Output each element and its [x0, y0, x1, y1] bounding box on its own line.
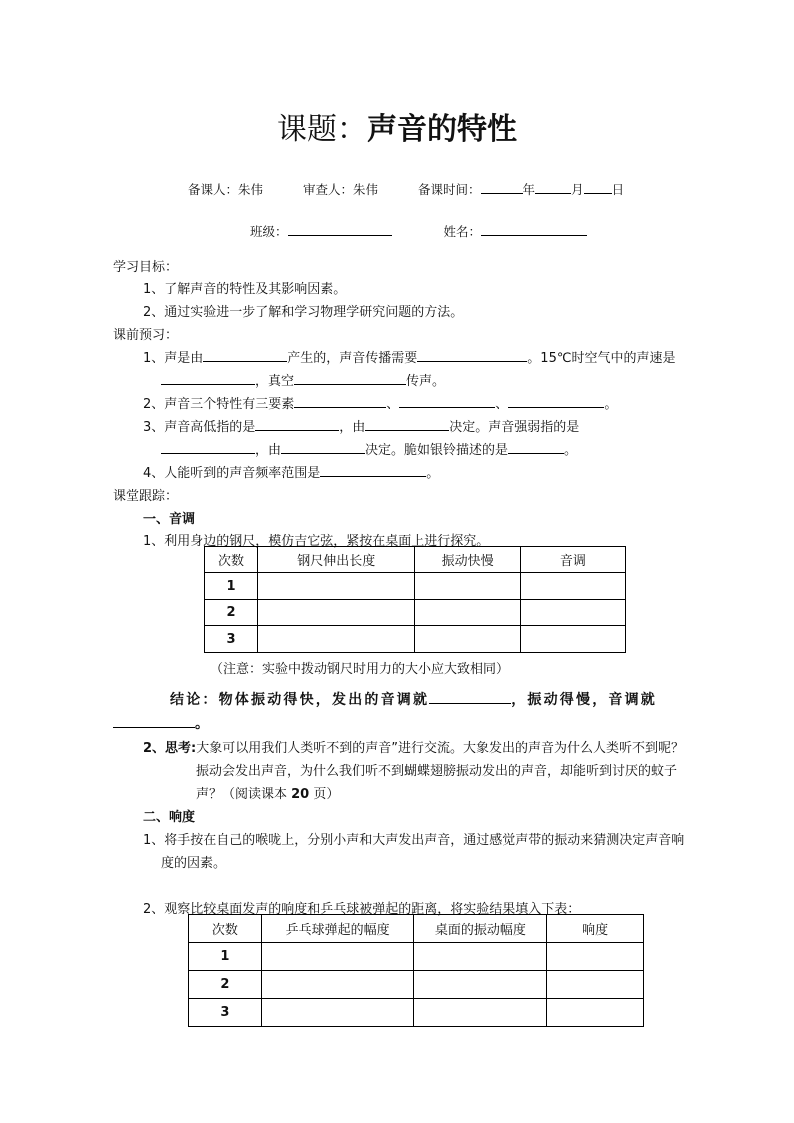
class-label: 班级：: [250, 224, 288, 239]
q3-end: 。: [564, 443, 578, 458]
table-header: 响度: [547, 915, 644, 943]
table-cell[interactable]: [520, 573, 625, 600]
table-cell[interactable]: [414, 943, 547, 971]
table-row: [189, 999, 644, 1027]
table-cell[interactable]: [258, 600, 415, 626]
conclusion-line2: [113, 713, 209, 733]
q3-blank-4[interactable]: [281, 440, 365, 454]
conclusion-text-a: 结论：物体振动得快，发出的音调就: [170, 692, 430, 708]
table-cell[interactable]: [547, 971, 644, 999]
table-cell[interactable]: [258, 626, 415, 653]
table-cell[interactable]: [547, 943, 644, 971]
reviewer-value: 朱伟: [353, 182, 379, 197]
classroom-heading: 课堂跟踪：: [113, 489, 179, 504]
table-cell[interactable]: [415, 573, 520, 600]
q1-blank-4[interactable]: [294, 371, 406, 385]
think-text-3c: 页）: [309, 787, 340, 802]
table-cell[interactable]: [415, 600, 520, 626]
think-label: 2、思考:: [143, 741, 197, 756]
table-row: [205, 573, 626, 600]
month-label: 月: [571, 182, 584, 197]
think-line1: [143, 737, 684, 756]
section-pitch-heading: 一、音调: [143, 512, 196, 527]
think-line3: [196, 783, 339, 802]
year-blank[interactable]: [481, 180, 523, 194]
preview-q3-line1: [143, 416, 579, 435]
table-header: 次数: [189, 915, 262, 943]
q4-text: 4、人能听到的声音频率范围是: [143, 466, 321, 481]
preparer-label: 备课人：: [188, 182, 239, 197]
table-row: [189, 943, 644, 971]
page-title: [0, 104, 794, 148]
q3-text-b: ，由: [339, 420, 366, 435]
q3-blank-2[interactable]: [365, 417, 449, 431]
q2-blank-2[interactable]: [399, 394, 495, 408]
preview-q4: [143, 462, 439, 481]
loudness-item-1-line1: 1、将手按在自己的喉咙上，分别小声和大声发出声音，通过感觉声带的振动来猜测决定声音响: [143, 833, 685, 848]
q1-text-e: 传声。: [406, 374, 446, 389]
q3-text-d: ，由: [255, 443, 282, 458]
table-cell[interactable]: [415, 626, 520, 653]
q2-sep-2: 、: [495, 397, 509, 412]
table-cell[interactable]: [258, 573, 415, 600]
conclusion-blank-2[interactable]: [113, 713, 195, 728]
q3-text-e: 决定。脆如银铃描述的是: [365, 443, 509, 458]
preview-heading: 课前预习：: [113, 328, 179, 343]
preview-q1-line1: [143, 347, 675, 366]
table-row: [189, 971, 644, 999]
loudness-item-1-line2: 度的因素。: [161, 856, 227, 871]
name-blank[interactable]: [481, 222, 587, 236]
conclusion-line1: [170, 689, 657, 709]
pitch-item-1: 1、利用身边的钢尺，模仿吉它弦，紧按在桌面上进行探究。: [143, 534, 490, 549]
q1-text-a: 1、声是由: [143, 351, 204, 366]
table-cell[interactable]: [261, 999, 414, 1027]
year-label: 年: [522, 182, 536, 197]
q4-blank[interactable]: [320, 463, 426, 477]
table-row: [205, 626, 626, 653]
table-cell[interactable]: [520, 626, 625, 653]
think-line2: 振动会发出声音，为什么我们听不到蝴蝶翅膀振动发出的声音，却能听到讨厌的蚊子: [196, 764, 678, 779]
table-cell[interactable]: [414, 999, 547, 1027]
row-number: 3: [189, 999, 262, 1027]
think-text-3a: 声？（阅读课本: [196, 787, 292, 802]
objective-item: 1、了解声音的特性及其影响因素。: [143, 282, 347, 297]
table-row: [205, 600, 626, 626]
meta-line: [188, 180, 624, 198]
objective-item: 2、通过实验进一步了解和学习物理学研究问题的方法。: [143, 305, 464, 320]
date-label: 备课时间：: [418, 182, 481, 197]
think-text-1: 大象可以用我们人类听不到的声音”进行交流。大象发出的声音为什么人类听不到呢？: [196, 741, 684, 756]
loudness-table: [188, 914, 644, 1027]
student-info: [250, 222, 587, 240]
reviewer-label: 审查人：: [303, 182, 354, 197]
table-header: 乒乓球弹起的幅度: [261, 915, 414, 943]
table-cell[interactable]: [547, 999, 644, 1027]
table-header: 桌面的振动幅度: [414, 915, 547, 943]
preparer-value: 朱伟: [238, 182, 264, 197]
row-number: 3: [205, 626, 258, 653]
conclusion-end: 。: [195, 716, 209, 732]
row-number: 1: [189, 943, 262, 971]
month-blank[interactable]: [535, 180, 571, 194]
q1-text-d: ，真空: [255, 374, 295, 389]
page-number: 20: [291, 787, 310, 802]
q2-sep-1: 、: [386, 397, 400, 412]
row-number: 2: [205, 600, 258, 626]
q1-text-b: 产生的，声音传播需要: [287, 351, 418, 366]
table-header: 振动快慢: [415, 547, 520, 573]
q2-end: 。: [604, 397, 618, 412]
class-blank[interactable]: [288, 222, 392, 236]
q1-blank-1[interactable]: [203, 348, 287, 362]
table-header: 音调: [520, 547, 625, 573]
q3-blank-5[interactable]: [508, 440, 564, 454]
loudness-item-2: 2、观察比较桌面发声的响度和乒乓球被弹起的距离，将实验结果填入下表：: [143, 902, 581, 917]
row-number: 2: [189, 971, 262, 999]
table-cell[interactable]: [261, 971, 414, 999]
day-blank[interactable]: [584, 180, 612, 194]
experiment-note: （注意：实验中拨动钢尺时用力的大小应大致相同）: [210, 662, 510, 677]
q2-blank-3[interactable]: [508, 394, 604, 408]
preview-q2: [143, 393, 617, 412]
q2-text: 2、声音三个特性有三要素: [143, 397, 295, 412]
q3-blank-3[interactable]: [161, 440, 255, 454]
q1-text-c: 。15℃时空气中的声速是: [527, 351, 676, 366]
table-cell[interactable]: [520, 600, 625, 626]
q3-text-a: 3、声音高低指的是: [143, 420, 256, 435]
day-label: 日: [611, 182, 625, 197]
q1-blank-2[interactable]: [417, 348, 527, 362]
title-main: 声音的特性: [367, 112, 517, 147]
section-loudness-heading: 二、响度: [143, 810, 196, 825]
preview-q1-line2: [161, 370, 445, 389]
preview-q3-line2: [161, 439, 577, 458]
name-label: 姓名：: [443, 224, 481, 239]
pitch-table: [204, 546, 626, 653]
q3-blank-1[interactable]: [255, 417, 339, 431]
q2-blank-1[interactable]: [294, 394, 386, 408]
conclusion-blank-1[interactable]: [429, 689, 511, 704]
q3-text-c: 决定。声音强弱指的是: [449, 420, 580, 435]
title-prefix: 课题：: [277, 112, 367, 147]
row-number: 1: [205, 573, 258, 600]
table-cell[interactable]: [414, 971, 547, 999]
table-header: 次数: [205, 547, 258, 573]
table-cell[interactable]: [261, 943, 414, 971]
conclusion-text-b: ，振动得慢，音调就: [511, 692, 658, 708]
q4-end: 。: [426, 466, 440, 481]
q1-blank-3[interactable]: [161, 371, 255, 385]
table-header: 钢尺伸出长度: [258, 547, 415, 573]
objectives-heading: 学习目标：: [113, 260, 179, 275]
